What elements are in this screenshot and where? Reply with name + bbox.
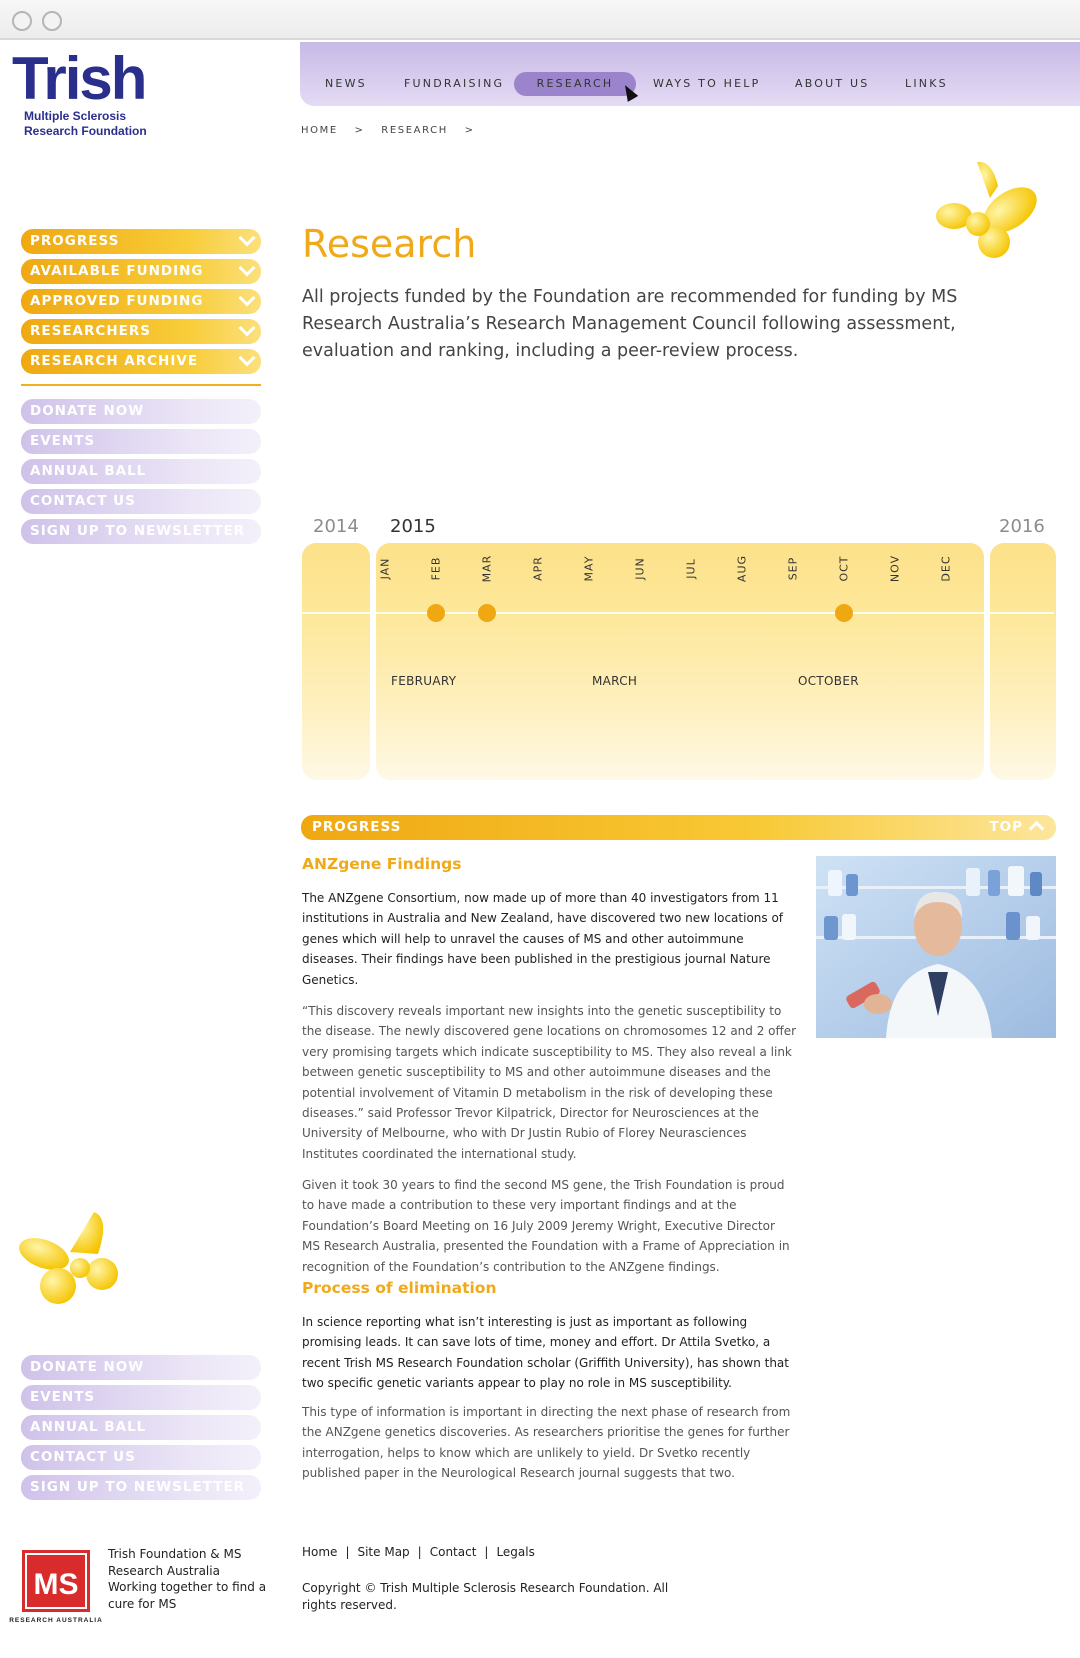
footer-separator: | [484,1545,489,1559]
chevron-down-icon [239,320,256,337]
article-paragraph: In science reporting what isn’t interesting is just as important as following promising leads. It can save lots of time, money and effort. Dr Attila Svetko, a recent Trish MS Research Foundation scholar (Griffith University), has shown that two specific genetic variants appear to play no role in MS susceptibility. [302,1315,789,1391]
svg-text:RESEARCH AUSTRALIA: RESEARCH AUSTRALIA [9,1617,103,1624]
chevron-up-icon [1029,821,1045,837]
timeline-event-dot[interactable] [478,604,496,622]
back-to-top-link[interactable] [989,815,1042,840]
chevron-down-icon [239,350,256,367]
timeline-month-may[interactable]: MAY [582,555,596,582]
top-navigation [300,42,1080,106]
scientist-photo [816,856,1056,1038]
lab-scene-image [816,856,1056,1038]
nav-fundraising[interactable]: FUNDRAISING [404,77,505,90]
timeline-event-dot[interactable] [835,604,853,622]
sidebar-research-nav [21,229,261,379]
timeline-event-label[interactable]: MARCH [592,674,638,688]
breadcrumb-home[interactable]: HOME [301,125,338,136]
intro-text: All projects funded by the Foundation are recommended for funding by MS Research Australia’s Research Management Council following assessment, evaluation and ranking, including a peer-review process. [302,287,958,361]
article-paragraph: The ANZgene Consortium, now made up of more than 40 investigators from 11 institutions in Australia and New Zealand, have discovered two new locations of genes which will help to unravel the causes of MS and other autoimmune diseases. Their findings have been published in the prestigious journal Nature Genetics. [302,891,784,987]
timeline-month-mar[interactable]: MAR [480,554,494,583]
sidebar-item-label: PROGRESS [30,233,120,249]
sidebar-contact-us[interactable]: CONTACT US [21,489,261,514]
section-title: PROGRESS [312,819,402,835]
ms-research-australia-logo[interactable] [9,1550,103,1626]
logo-subtitle-line2: Research Foundation [24,124,147,138]
sidebar-item-label: AVAILABLE FUNDING [30,263,204,279]
browser-chrome [0,0,1080,40]
logo-subtitle-line1: Multiple Sclerosis [24,109,127,123]
timeline-event-dot[interactable] [427,604,445,622]
sidebar-divider [21,384,261,386]
timeline-month-feb[interactable]: FEB [429,556,443,581]
butterfly-icon [932,158,1052,262]
sidebar-item-progress[interactable] [21,229,261,254]
nav-news[interactable]: NEWS [325,77,367,90]
article-title: Process of elimination [302,1279,497,1297]
timeline-month-sep[interactable]: SEP [786,556,800,581]
timeline-month-oct[interactable]: OCT [837,555,851,582]
sidebar-item-approved-funding[interactable] [21,289,261,314]
nav-links[interactable]: LINKS [905,77,948,90]
logo-wordmark: Trish [12,45,146,112]
timeline-event-label[interactable]: FEBRUARY [391,674,457,688]
footer-links [302,1545,535,1559]
sidebar-item-label: RESEARCH ARCHIVE [30,353,199,369]
sidebar-links-bottom [21,1355,261,1505]
timeline-month-jan[interactable]: JAN [378,557,392,580]
sidebar-events[interactable]: EVENTS [21,1385,261,1410]
timeline-event-label[interactable]: OCTOBER [798,674,859,688]
svg-text:MS: MS [33,1568,79,1601]
chevron-down-icon [239,230,256,247]
footer-link-home[interactable]: Home [302,1545,338,1559]
sidebar-donate-now[interactable]: DONATE NOW [21,1355,261,1380]
timeline-month-apr[interactable]: APR [531,556,545,581]
nav-research[interactable]: RESEARCH [514,72,636,96]
nav-ways-to-help[interactable]: WAYS TO HELP [653,77,761,90]
timeline-month-jul[interactable]: JUL [684,558,698,579]
timeline-prev-year[interactable]: 2014 [313,516,359,537]
timeline-next-year-panel[interactable] [990,543,1056,780]
sidebar-events[interactable]: EVENTS [21,429,261,454]
sidebar-donate-now[interactable]: DONATE NOW [21,399,261,424]
sidebar-links [21,399,261,549]
timeline-next-year[interactable]: 2016 [999,516,1045,537]
chevron-down-icon [239,290,256,307]
timeline-current-year: 2015 [390,516,436,537]
article-paragraph: Given it took 30 years to find the second MS gene, the Trish Foundation is proud to have made a contribution to these very important findings and at the Foundation’s Board Meeting on 16 July 2009 Jeremy Wright, Executive Director MS Research Australia, presented the Foundation with a Frame of Appreciation in recognition of the Foundation’s contribution to the ANZgene findings. [302,1178,790,1274]
site-logo[interactable] [12,45,172,138]
footer-link-legals[interactable]: Legals [496,1545,535,1559]
sidebar-item-research-archive[interactable] [21,349,261,374]
timeline-prev-year-panel[interactable] [302,543,370,780]
article-title: ANZgene Findings [302,855,462,873]
window-close-button[interactable] [12,11,32,31]
nav-about-us[interactable]: ABOUT US [795,77,870,90]
footer-separator: | [417,1545,422,1559]
sidebar-item-label: APPROVED FUNDING [30,293,204,309]
progress-section-header [301,815,1056,840]
article-paragraph: This type of information is important in directing the next phase of research from the ANZgene genetics discoveries. As researchers prioritise the genes for further interrogation, helps to know which are unlikely to yield. Dr Svetko recently published paper in the Neurological Research journal suggests that two. [302,1405,791,1481]
chevron-down-icon [239,260,256,277]
breadcrumb-separator: > [354,125,365,136]
sidebar-item-label: RESEARCHERS [30,323,151,339]
sidebar-annual-ball[interactable]: ANNUAL BALL [21,1415,261,1440]
breadcrumb-separator: > [464,125,475,136]
footer-tagline: Trish Foundation & MS Research Australia Working together to find a cure for MS [108,1547,267,1611]
timeline-month-aug[interactable]: AUG [735,554,749,583]
breadcrumb-current[interactable]: RESEARCH [381,125,448,136]
sidebar-contact-us[interactable]: CONTACT US [21,1445,261,1470]
sidebar-annual-ball[interactable]: ANNUAL BALL [21,459,261,484]
window-minimize-button[interactable] [42,11,62,31]
footer-link-site-map[interactable]: Site Map [357,1545,410,1559]
footer-link-contact[interactable]: Contact [429,1545,477,1559]
timeline-month-dec[interactable]: DEC [939,555,953,582]
timeline-month-jun[interactable]: JUN [633,557,647,580]
sidebar-newsletter-signup[interactable]: SIGN UP TO NEWSLETTER [21,519,261,544]
top-label: TOP [989,819,1023,835]
sidebar-item-researchers[interactable] [21,319,261,344]
article-paragraph: “This discovery reveals important new insights into the genetic susceptibility to the disease. The newly discovered gene locations on chromosomes 12 and 2 offer very promising targets which indicate susceptibility to MS. They also reveal a link between genetic susceptibility to MS and other autoimmune diseases and the potential involvement of Vitamin D metabolism in the risk of developing these diseases.” said Professor Trevor Kilpatrick, Director for Neurosciences at the University of Melbourne, who with Dr Justin Rubio of Florey Neurasciences Institutes coordinated the international study. [302,1004,797,1161]
sidebar-newsletter-signup[interactable]: SIGN UP TO NEWSLETTER [21,1475,261,1500]
breadcrumb [301,125,487,136]
footer-separator: | [345,1545,350,1559]
sidebar-item-available-funding[interactable] [21,259,261,284]
page-title: Research [302,222,477,266]
copyright-text: Copyright © Trish Multiple Sclerosis Research Foundation. All rights reserved. [302,1581,669,1612]
timeline-month-nov[interactable]: NOV [888,554,902,583]
butterfly-icon [16,1210,128,1308]
timeline-axis [302,612,1054,614]
